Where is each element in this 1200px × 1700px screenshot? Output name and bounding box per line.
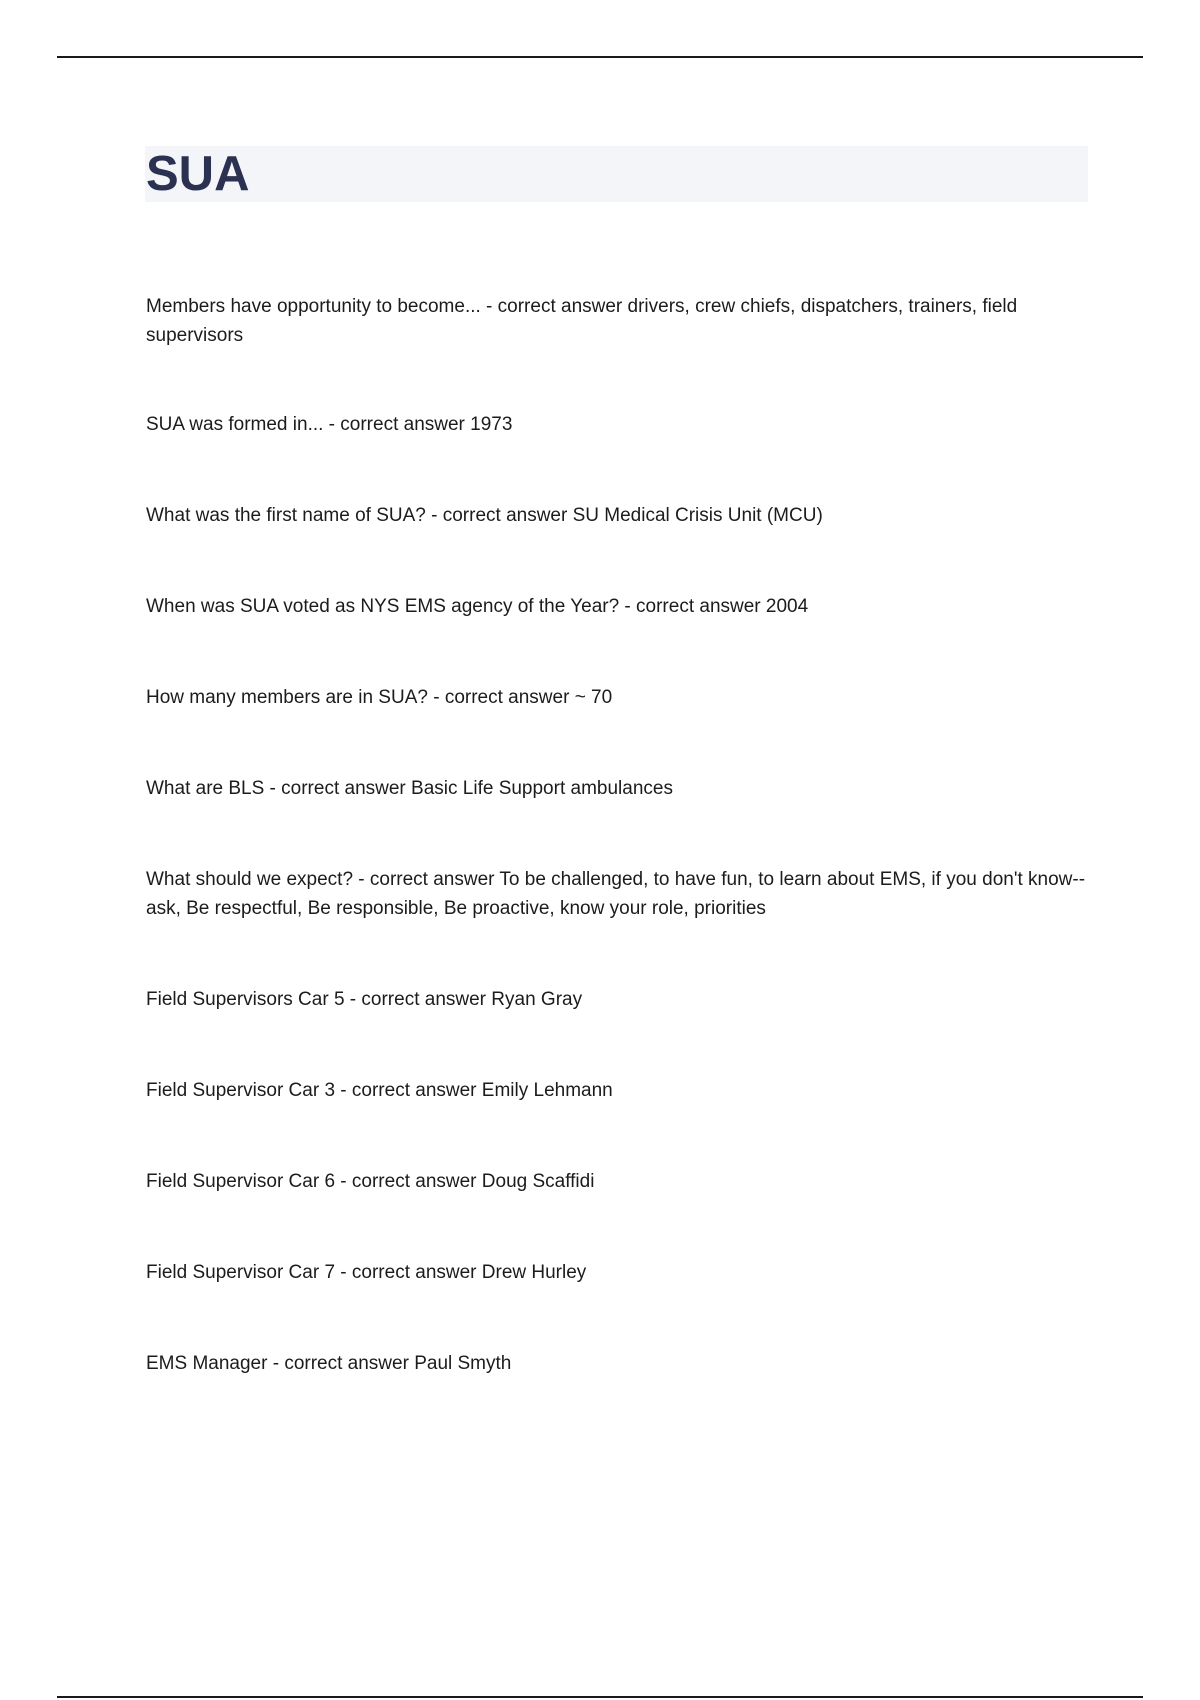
qa-item: EMS Manager - correct answer Paul Smyth: [146, 1353, 512, 1374]
qa-item: What should we expect? - correct answer To be challenged, to have fun, to learn about EMS, if you don't know-- ask, Be respectful, Be responsible, Be proactive, know your role, priorities: [146, 869, 1086, 919]
qa-item: Members have opportunity to become... - correct answer drivers, crew chiefs, dispatchers, trainers, field supervisors: [146, 296, 1018, 346]
qa-item: Field Supervisors Car 5 - correct answer Ryan Gray: [146, 989, 583, 1010]
header-rule: [57, 56, 1143, 58]
qa-item: SUA was formed in... - correct answer 1973: [146, 414, 513, 435]
qa-item: What are BLS - correct answer Basic Life Support ambulances: [146, 778, 673, 799]
qa-item: Field Supervisor Car 3 - correct answer Emily Lehmann: [146, 1080, 613, 1101]
footer-rule: [57, 1696, 1143, 1698]
title-banner: [145, 146, 1088, 202]
document-title: SUA: [146, 147, 250, 201]
qa-item: Field Supervisor Car 7 - correct answer Drew Hurley: [146, 1262, 587, 1283]
qa-item: Field Supervisor Car 6 - correct answer Doug Scaffidi: [146, 1171, 595, 1192]
qa-item: How many members are in SUA? - correct answer ~ 70: [146, 687, 613, 708]
qa-item: What was the first name of SUA? - correct answer SU Medical Crisis Unit (MCU): [146, 505, 823, 526]
qa-item: When was SUA voted as NYS EMS agency of the Year? - correct answer 2004: [146, 596, 809, 617]
